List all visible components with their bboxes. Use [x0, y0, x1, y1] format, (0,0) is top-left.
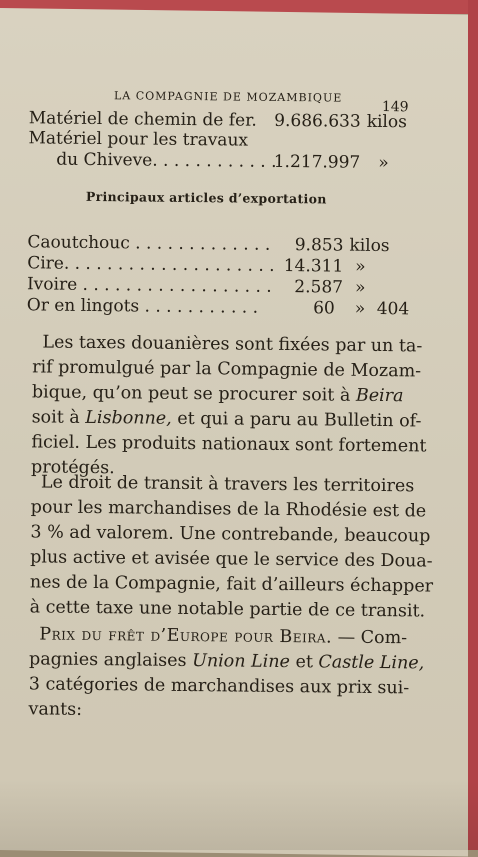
page-shadow — [0, 780, 478, 850]
export-label: Ivoire . . . . . . . . . . . . . . . . . . — [26, 274, 272, 297]
text-line: rif promulgué par la Compagnie de Mozam- — [32, 357, 422, 382]
text-line: bique, qu’on peut se procurer soit à Beira — [31, 382, 404, 407]
export-value: 2.587 — [294, 277, 344, 298]
text-line: 3 % ad valorem. Une contrebande, beaucoup — [30, 522, 431, 547]
export-value: 9.853 — [294, 235, 344, 256]
export-total: 404 — [376, 298, 410, 320]
text-line: Prix du frêt d’Europe pour Beira. — Com- — [39, 624, 408, 649]
export-value: 14.311 — [283, 255, 344, 277]
export-value: 60 — [313, 298, 335, 319]
import-value: 1.217.997 — [273, 151, 361, 173]
export-unit: » — [355, 256, 366, 277]
paragraph-freight — [28, 622, 425, 726]
exports-title: Principaux articles d’exportation — [85, 188, 327, 207]
text-line: à cette taxe une notable partie de ce transit. — [29, 597, 426, 622]
import-label: Matériel de chemin de fer. — [28, 108, 257, 131]
import-label: du Chiveve. . . . . . . . . . . . — [56, 149, 277, 172]
paragraph-transit — [29, 470, 434, 624]
export-unit: kilos — [349, 235, 390, 257]
text-line: 3 catégories de marchandises aux prix sui- — [28, 674, 410, 699]
export-label: Or en lingots . . . . . . . . . . . — [26, 295, 259, 318]
export-label: Caoutchouc . . . . . . . . . . . . . — [27, 232, 271, 255]
export-unit: » — [354, 277, 366, 298]
text-line: pagnies anglaises Union Line et Castle Line, — [28, 649, 425, 674]
import-unit: » — [378, 152, 389, 174]
text-line: Les taxes douanières sont fixées par un ta- — [42, 332, 423, 357]
text-line: Le droit de transit à travers les territoires — [40, 472, 415, 497]
export-label: Cire. . . . . . . . . . . . . . . . . . . . — [27, 253, 275, 276]
page-number: 149 — [381, 99, 409, 116]
import-label: Matériel pour les travaux — [28, 128, 249, 151]
text-line: soit à Lisbonne, et qui a paru au Bulletin of- — [31, 407, 422, 432]
export-unit: » — [354, 298, 366, 319]
text-line: ficiel. Les produits nationaux sont fortement — [31, 432, 427, 457]
import-unit: kilos — [366, 111, 407, 133]
text-line: protégés. — [31, 457, 115, 479]
import-value: 9.686.633 — [274, 110, 361, 132]
text-line: vants: — [28, 699, 83, 720]
text-line: plus active et avisée que le service des Doua- — [30, 547, 433, 572]
running-head: LA COMPAGNIE DE MOZAMBIQUE — [113, 89, 343, 105]
text-line: pour les marchandises de la Rhodésie est de — [30, 497, 427, 522]
paragraph-tariffs — [31, 330, 429, 484]
text-line: nes de la Compagnie, fait d’ailleurs échapper — [29, 572, 434, 597]
